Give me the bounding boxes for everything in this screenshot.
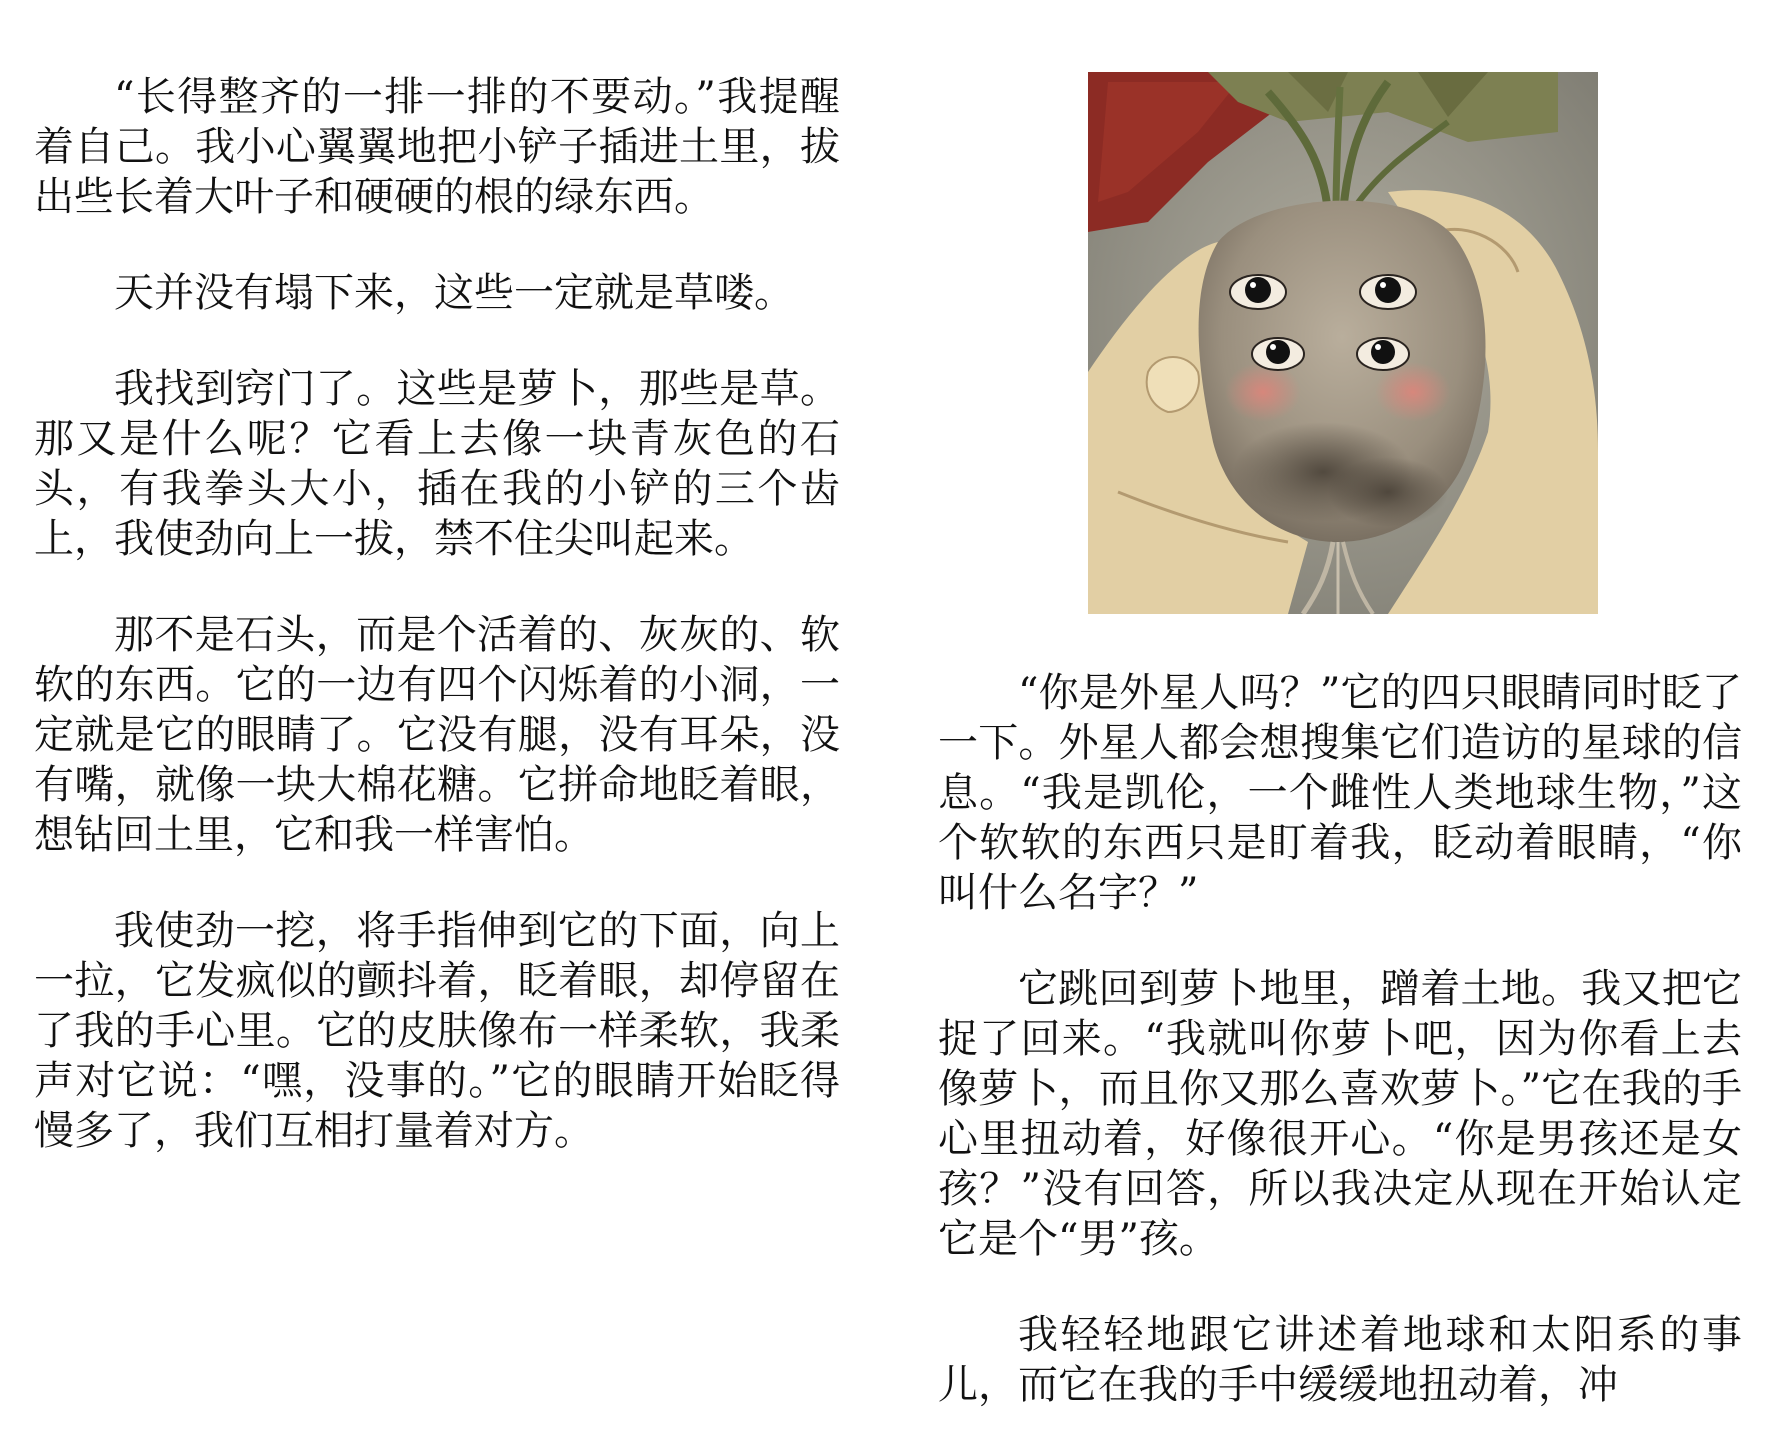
paragraph: 我找到窍门了。这些是萝卜，那些是草。那又是什么呢？它看上去像一块青灰色的石头，有我拳头大小，插在我的小铲的三个齿上，我使劲向上一拔，禁不住尖叫起来。 [34,366,840,562]
right-column [938,0,1742,1456]
paragraph: “长得整齐的一排一排的不要动。”我提醒着自己。我小心翼翼地把小铲子插进土里，拔出些长着大叶子和硬硬的根的绿东西。 [34,74,840,220]
paragraph: 它跳回到萝卜地里，蹭着土地。我又把它捉了回来。“我就叫你萝卜吧，因为你看上去像萝卜，而且你又那么喜欢萝卜。”它在我的手心里扭动着，好像很开心。“你是男孩还是女孩？”没有回答，所以我决定从现在开始认定它是个“男”孩。 [938,966,1742,1262]
paragraph: 我轻轻地跟它讲述着地球和太阳系的事儿，而它在我的手中缓缓地扭动着，冲 [938,1312,1742,1408]
paragraph: “你是外星人吗？”它的四只眼睛同时眨了一下。外星人都会想搜集它们造访的星球的信息。“我是凯伦，一个雌性人类地球生物，”这个软软的东西只是盯着我，眨动着眼睛，“你叫什么名字？” [938,670,1742,916]
paragraph: 天并没有塌下来，这些一定就是草喽。 [114,270,794,316]
paragraph: 那不是石头，而是个活着的、灰灰的、软软的东西。它的一边有四个闪烁着的小洞，一定就是它的眼睛了。它没有腿，没有耳朵，没有嘴，就像一块大棉花糖。它拼命地眨着眼，想钻回土里，它和我一样害怕。 [34,612,840,858]
paragraph: 我使劲一挖，将手指伸到它的下面，向上一拉，它发疯似的颤抖着，眨着眼，却停留在了我的手心里。它的皮肤像布一样柔软，我柔声对它说：“嘿，没事的。”它的眼睛开始眨得慢多了，我们互相打量着对方。 [34,908,840,1154]
left-column [34,0,840,1202]
